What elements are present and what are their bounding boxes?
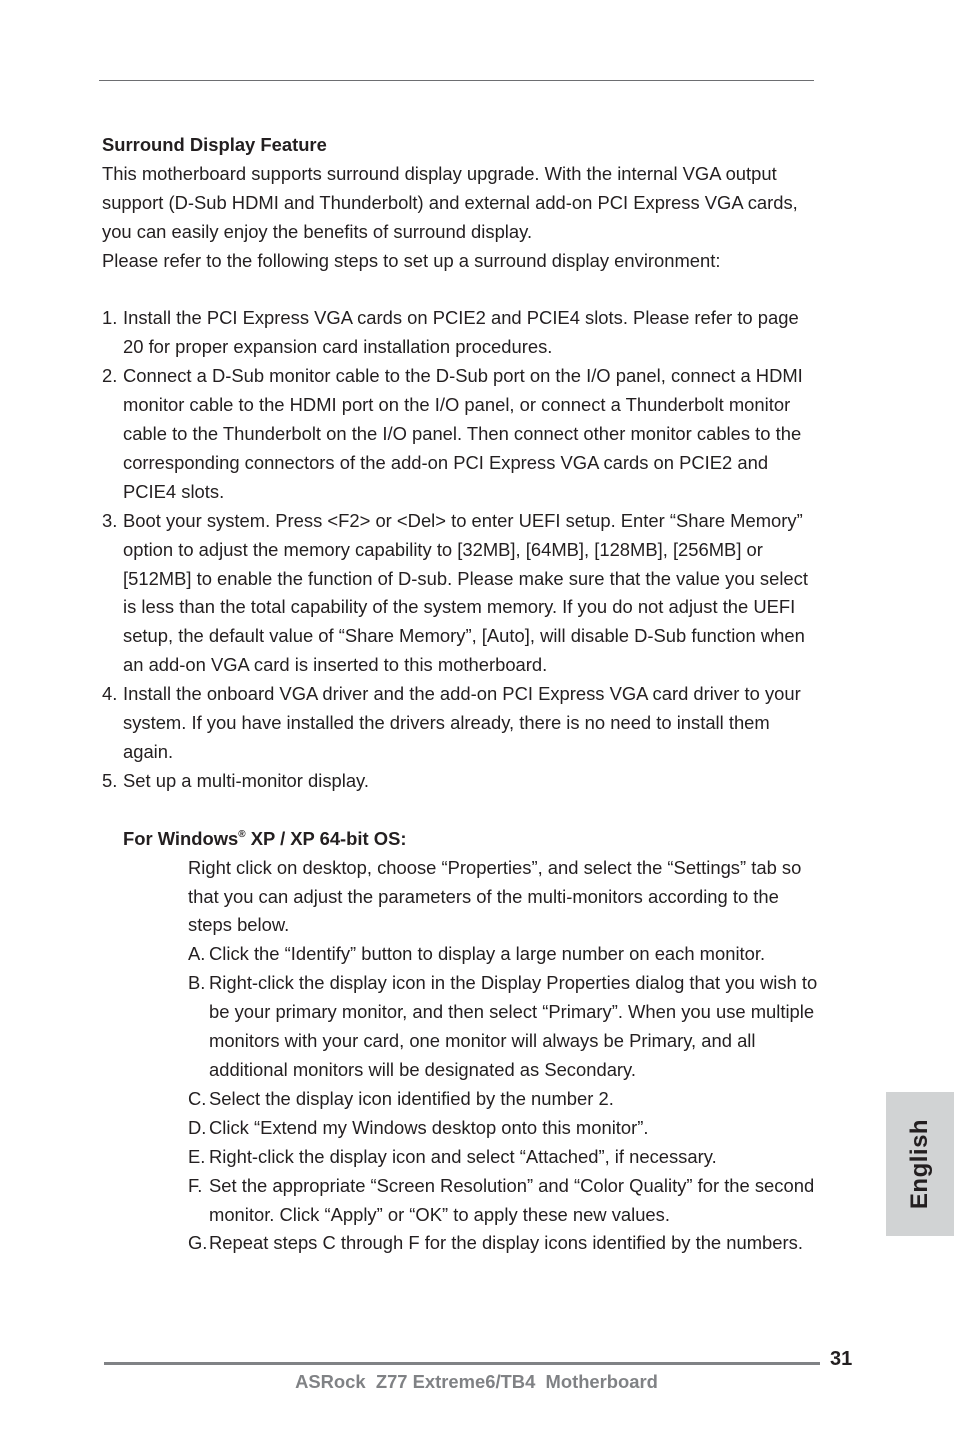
list-item <box>102 362 822 507</box>
footer-title: ASRock Z77 Extreme6/TB4 Motherboard <box>295 1371 658 1392</box>
registered-mark: ® <box>238 828 246 840</box>
substep-text: Repeat steps C through F for the display icons identified by the numbers. <box>209 1232 803 1254</box>
step-text: Boot your system. Press <F2> or <Del> to enter UEFI setup. Enter “Share Memory” option to adjust the memory capability to [32MB], [64MB], [128MB], [256MB] or [512MB] to enable the function of D-sub. Please make sure that the value you select is less than the total capability of the system memory. If you do not adjust the UEFI setup, the default value of “Share Memory”, [Auto], will disable D-Sub function when an add-on VGA card is inserted to this motherboard. <box>123 509 808 676</box>
list-item <box>188 1172 822 1230</box>
substep-text: Click “Extend my Windows desktop onto this monitor”. <box>209 1116 649 1138</box>
step-number: 4. <box>102 683 118 705</box>
substep-letter: F. <box>188 1174 203 1196</box>
language-tab-label: English <box>906 1118 933 1210</box>
substep-letter: B. <box>188 972 206 994</box>
windows-xp-intro: Right click on desktop, choose “Properties”, and select the “Settings” tab so that you can adjust the parameters of the multi-monitors according to the steps below. <box>188 856 802 936</box>
windows-xp-heading <box>102 825 822 854</box>
step-number: 5. <box>102 769 118 791</box>
step-text: Connect a D-Sub monitor cable to the D-Sub port on the I/O panel, connect a HDMI monitor cable to the HDMI port on the I/O panel, or connect a Thunderbolt monitor cable to the Thunderbolt on the I/O panel. Then connect other monitor cables to the corresponding connectors of the add-on PCI Express VGA cards on PCIE2 and PCIE4 slots. <box>123 365 803 502</box>
spacer <box>102 796 822 825</box>
substep-text: Right-click the display icon and select “Attached”, if necessary. <box>209 1145 717 1167</box>
intro-paragraph: Please refer to the following steps to set up a surround display environment: <box>102 249 721 271</box>
list-item <box>188 1229 822 1258</box>
substep-letter: G. <box>188 1232 208 1254</box>
page-content <box>102 131 822 1258</box>
step-text: Install the onboard VGA driver and the add-on PCI Express VGA card driver to your system. If you have installed the drivers already, there is no need to install them again. <box>123 683 801 763</box>
list-item <box>188 969 822 1085</box>
substep-text: Set the appropriate “Screen Resolution” and “Color Quality” for the second monitor. Click “Apply” or “OK” to apply these new values. <box>209 1174 815 1225</box>
step-number: 3. <box>102 509 118 531</box>
substep-letter: D. <box>188 1116 207 1138</box>
page-number: 31 <box>830 1348 853 1370</box>
step-number: 2. <box>102 365 118 387</box>
step-number: 1. <box>102 307 118 329</box>
list-item <box>188 1114 822 1143</box>
heading-suffix: XP / XP 64-bit OS: <box>245 827 407 849</box>
substep-letter: A. <box>188 943 206 965</box>
section-title: Surround Display Feature <box>102 134 327 155</box>
heading-prefix: For Windows <box>123 827 239 849</box>
substep-letter: C. <box>188 1087 207 1109</box>
list-item <box>102 507 822 680</box>
top-divider <box>99 80 814 81</box>
substep-letter: E. <box>188 1145 206 1167</box>
list-item <box>102 680 822 767</box>
list-item <box>102 304 822 362</box>
setup-steps-list <box>102 304 822 795</box>
substep-text: Click the “Identify” button to display a large number on each monitor. <box>209 943 766 965</box>
step-text: Install the PCI Express VGA cards on PCIE2 and PCIE4 slots. Please refer to page 20 for proper expansion card installation procedures. <box>123 307 799 358</box>
windows-xp-instructions <box>102 854 822 1259</box>
substeps-list <box>188 940 822 1258</box>
step-text: Set up a multi-monitor display. <box>123 769 369 791</box>
list-item <box>102 767 822 796</box>
list-item <box>188 1085 822 1114</box>
intro-paragraph: This motherboard supports surround display upgrade. With the internal VGA output support (D-Sub HDMI and Thunderbolt) and external add-on PCI Express VGA cards, you can easily enjoy the benefits of surround display. <box>102 162 798 242</box>
language-tab <box>886 1092 954 1236</box>
list-item <box>188 940 822 969</box>
substep-text: Select the display icon identified by the number 2. <box>209 1087 614 1109</box>
substep-text: Right-click the display icon in the Display Properties dialog that you wish to be your primary monitor, and then select “Primary”. When you use multiple monitors with your card, one monitor will always be Primary, and all additional monitors will be designated as Secondary. <box>209 972 818 1080</box>
spacer <box>102 276 822 305</box>
footer-divider <box>104 1362 820 1365</box>
list-item <box>188 1143 822 1172</box>
